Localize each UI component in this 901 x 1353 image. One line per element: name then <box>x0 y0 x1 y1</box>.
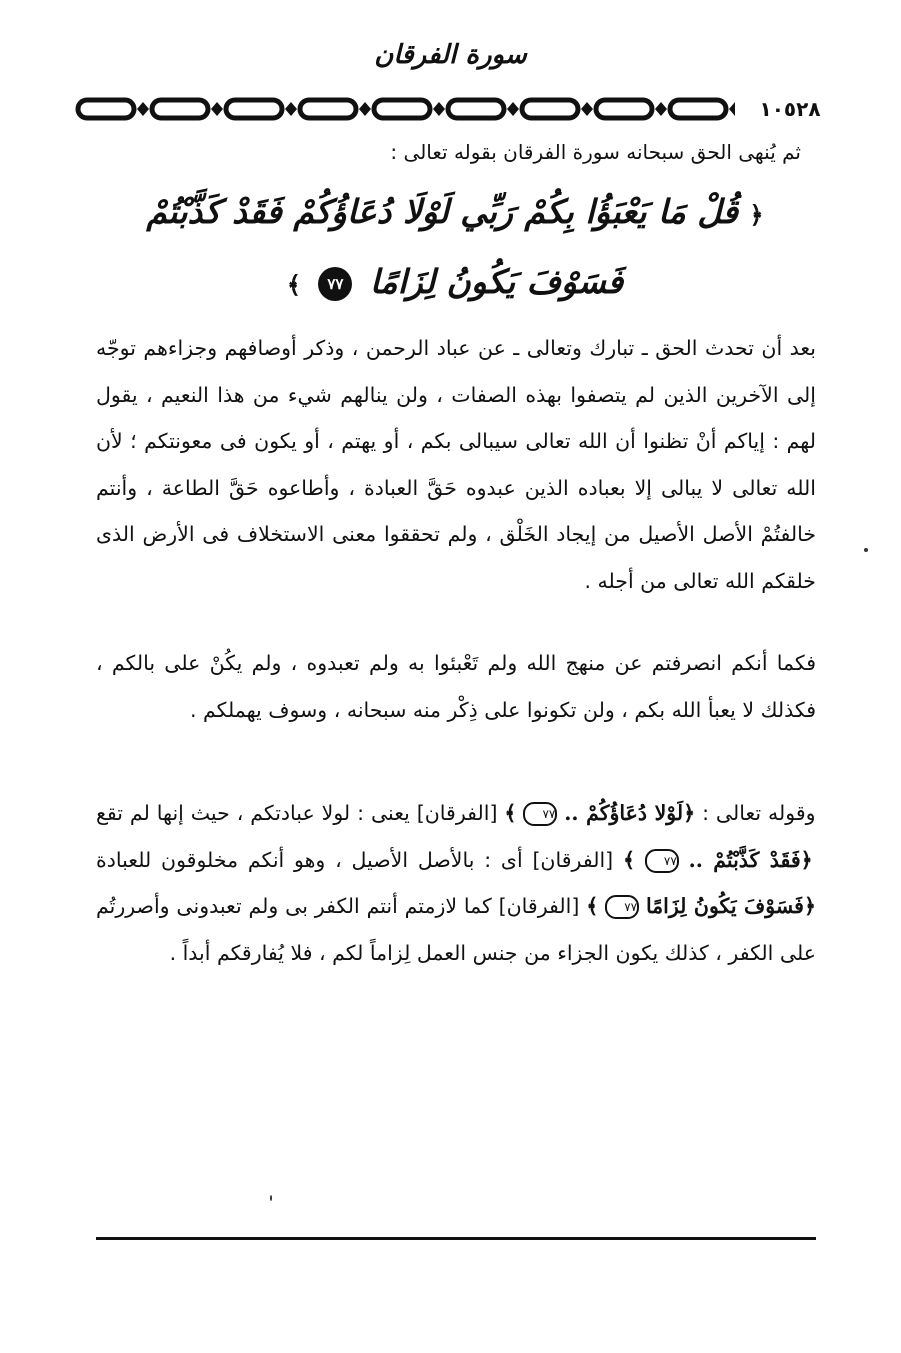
quote-2-close: ﴾ <box>622 847 635 872</box>
quote-3-close: ﴾ <box>586 894 599 918</box>
p3-ref-1: [الفرقان] يعنى : لولا عبادتكم ، حيث إنها لم تقع <box>96 801 498 825</box>
p3-ref-3: [الفرقان] كما لازمتم أنتم الكفر بى ولم تعبدونى وأصررتُم على الكفر ، كذلك يكون الجزاء من جنس العمل لِزاماً لكم ، فلا يُفارقكم أبداً . <box>96 894 816 965</box>
verse-text-2: فَسَوْفَ يَكُونُ لِزَامًا <box>369 262 624 301</box>
quote-1: ﴿لَوْلا دُعَاؤُكُمْ .. <box>564 801 696 825</box>
page-number: ١٠٥٢٨ <box>735 92 845 126</box>
scan-speck <box>864 548 868 552</box>
paragraph-2: فكما أنكم انصرفتم عن منهج الله ولم تَعْبئوا به ولم تعبدوه ، ولم يكُنْ على بالكم ، فكذلك لا يعبأ الله بكم ، ولن تكونوا على ذِكْر منه سبحانه ، وسوف يهملكم . <box>96 651 816 722</box>
paragraph-1: بعد أن تحدث الحق ـ تبارك وتعالى ـ عن عباد الرحمن ، وذكر أوصافهم وجزاءهم توجّه إلى الآخرين الذين لم يتصفوا بهذه الصفات ، ولن ينالهم شيء من هذا النعيم ، يقول لهم : إياكم أنْ تظنوا أن الله تعالى سيبالى بكم ، أو يهتم ، أو يكون فى معونتكم ؛ لأن الله تعالى لا يبالى إلا بعباده الذين عبدوه حَقَّ العبادة ، وأطاعوه حَقَّ الطاعة ، وأنتم خالفتُمْ الأصل الأصيل من إيجاد الخَلْق ، ولم تحققوا معنى الاستخلاف فى الأرض الذى خلقكم الله تعالى من أجله . <box>96 336 816 593</box>
p3-part-1: وقوله تعالى : <box>695 801 816 825</box>
surah-title: سورة الفرقان <box>374 40 527 70</box>
quran-verse-line-2 <box>80 262 830 302</box>
ayah-ref-badge-1: ٧٧ <box>523 802 557 826</box>
paragraph-3 <box>96 790 816 976</box>
quran-verse-line-1 <box>80 192 830 232</box>
ayah-ref-badge-3: ٧٧ <box>605 895 639 919</box>
quote-2: ﴿فَقَدْ كَذَّبْتُمْ .. <box>688 847 813 872</box>
scan-speck <box>270 1195 272 1201</box>
ayah-number-badge: ٧٧ <box>318 267 352 301</box>
verse-text-1: قُلْ مَا يَعْبَؤُا بِكُمْ رَبِّي لَوْلَا دُعَاؤُكُمْ فَقَدْ كَذَّبْتُمْ <box>146 192 739 231</box>
ayah-ref-badge-2: ٧٧ <box>645 849 679 873</box>
p3-ref-2: [الفرقان] أى : بالأصل الأصيل ، وهو أنكم مخلوقون للعبادة <box>96 847 614 872</box>
ornate-bracket-open: ﴿ <box>749 200 764 229</box>
ornate-bracket-close: ﴾ <box>286 270 301 299</box>
footer-rule <box>96 1237 816 1240</box>
intro-line: ثم يُنهى الحق سبحانه سورة الفرقان بقوله تعالى : <box>390 140 801 164</box>
quote-1-close: ﴾ <box>504 801 517 825</box>
quote-3: ﴿فَسَوْفَ يَكُونُ لِزَامًا <box>645 894 816 918</box>
decorative-border <box>74 92 842 126</box>
